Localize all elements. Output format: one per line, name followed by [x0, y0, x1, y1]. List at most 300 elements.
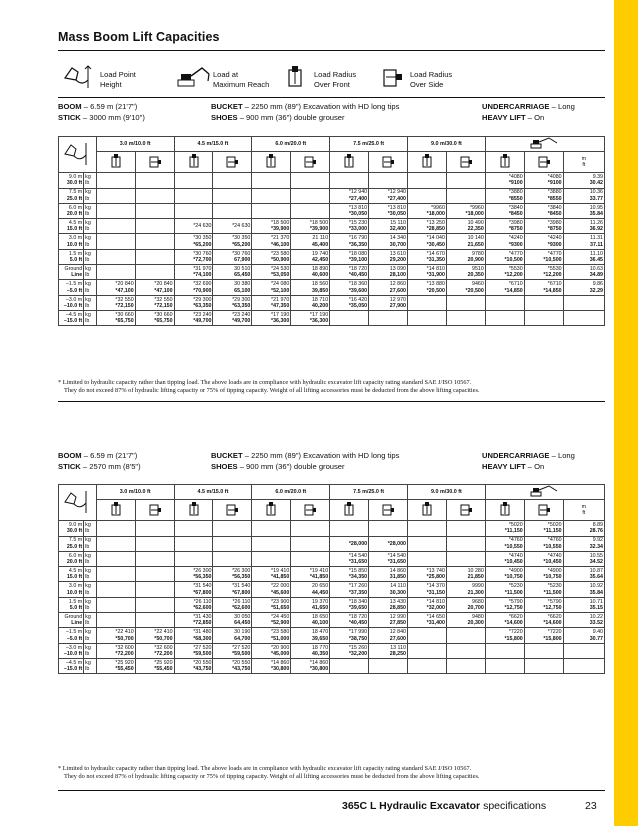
load-radius-over-front-icon	[252, 152, 291, 173]
height-ft: 5.0 ft	[69, 256, 83, 263]
capacity-cell	[213, 219, 252, 234]
capacity-cell	[330, 295, 369, 310]
capacity-lb: 44,450	[311, 589, 329, 596]
load-radius-over-front-icon	[174, 152, 213, 173]
capacity-cell	[446, 567, 485, 582]
capacity-cell	[135, 280, 174, 295]
capacity-cell	[524, 613, 563, 628]
unit-cell	[84, 188, 97, 203]
capacity-kg: *6710	[508, 281, 523, 288]
capacity-lb: *20,500	[465, 287, 484, 294]
load-point-height-icon	[62, 140, 92, 168]
capacity-cell	[369, 628, 408, 643]
lift-capacity-table-2	[58, 484, 605, 674]
capacity-lb: *65,200	[193, 241, 212, 248]
capacity-kg: *6620	[508, 613, 523, 620]
capacity-kg: *32 550	[154, 296, 173, 303]
capacity-lb: *72,700	[193, 256, 212, 263]
capacity-cell	[446, 521, 485, 536]
capacity-cell	[369, 582, 408, 597]
capacity-cell	[291, 219, 330, 234]
capacity-cell	[524, 658, 563, 673]
capacity-cell	[485, 536, 524, 551]
capacity-cell	[369, 265, 408, 280]
load-point-height-cell	[59, 536, 84, 551]
height-m: 7.5 m	[68, 537, 83, 544]
capacity-lb: *10,500	[543, 256, 562, 263]
reach-ft: 30.77	[589, 635, 603, 642]
reach-ft: 35.64	[589, 574, 603, 581]
capacity-kg: *32 550	[115, 296, 134, 303]
capacity-cell	[330, 643, 369, 658]
table-row	[59, 567, 605, 582]
load-radius-over-side-icon	[446, 500, 485, 521]
reach-m: 9.86	[592, 281, 603, 288]
height-m: –1.5 m	[65, 281, 83, 288]
capacity-lb: *34,350	[348, 574, 368, 581]
capacity-lb: *10,750	[504, 574, 523, 581]
capacity-cell	[485, 567, 524, 582]
capacity-cell	[291, 597, 330, 612]
capacity-kg: *30 760	[232, 250, 251, 257]
capacity-cell	[485, 310, 524, 325]
capacity-kg: *23 900	[271, 598, 290, 605]
capacity-lb: *11,150	[504, 528, 523, 535]
capacity-cell	[485, 173, 524, 188]
capacity-kg: *32 600	[154, 644, 173, 651]
reach-ft: 33.52	[589, 620, 603, 627]
unit-lb: lb	[85, 543, 90, 550]
capacity-lb: *28,000	[387, 540, 406, 547]
capacity-cell	[408, 173, 447, 188]
unit-cell	[84, 628, 97, 643]
capacity-cell	[96, 280, 135, 295]
column-header-radius: 3.0 m/10.0 ft	[96, 485, 174, 500]
capacity-lb: *35,050	[348, 302, 368, 309]
capacity-cell	[252, 643, 291, 658]
capacity-cell	[213, 658, 252, 673]
load-point-height-icon	[62, 488, 92, 516]
capacity-cell	[446, 582, 485, 597]
capacity-lb: *32,200	[348, 650, 368, 657]
capacity-cell	[135, 582, 174, 597]
capacity-cell	[213, 280, 252, 295]
table-row	[59, 582, 605, 597]
capacity-lb: 22,350	[467, 226, 484, 233]
capacity-lb: 27,900	[389, 302, 406, 309]
capacity-cell	[485, 597, 524, 612]
reach-m: 11.10	[590, 250, 603, 257]
capacity-kg: *9960	[469, 204, 484, 211]
capacity-kg: 9480	[472, 613, 484, 620]
capacity-cell	[524, 173, 563, 188]
capacity-cell	[408, 536, 447, 551]
capacity-cell	[213, 551, 252, 566]
height-m: 1.5 m	[68, 250, 83, 257]
capacity-kg: *24 530	[271, 265, 290, 272]
capacity-kg: *30 760	[193, 250, 212, 257]
capacity-kg: *31 540	[232, 583, 251, 590]
capacity-cell	[446, 219, 485, 234]
height-m: –3.0 m	[65, 296, 83, 303]
capacity-kg: *18 720	[348, 613, 368, 620]
capacity-kg: *18 720	[348, 265, 368, 272]
capacity-kg: *17 190	[309, 311, 329, 318]
capacity-lb: *8750	[547, 226, 562, 233]
height-ft: Line	[71, 620, 83, 627]
capacity-cell	[291, 521, 330, 536]
capacity-lb: *52,900	[271, 620, 290, 627]
capacity-cell	[291, 234, 330, 249]
capacity-lb: *33,000	[348, 226, 368, 233]
capacity-kg: *3840	[508, 204, 523, 211]
capacity-lb: *10,500	[504, 256, 523, 263]
capacity-cell	[446, 643, 485, 658]
capacity-cell	[485, 219, 524, 234]
capacity-cell	[369, 280, 408, 295]
capacity-lb: 45,400	[311, 241, 329, 248]
capacity-kg: *5230	[547, 583, 562, 590]
load-point-height-cell	[59, 234, 84, 249]
capacity-kg: *5790	[547, 598, 562, 605]
unit-kg: kg	[85, 265, 91, 272]
reach-m: 10.55	[589, 552, 603, 559]
capacity-cell	[135, 234, 174, 249]
capacity-kg: 9680	[472, 598, 484, 605]
reach-ft: 34.52	[589, 559, 603, 566]
header-row	[59, 137, 605, 152]
capacity-lb: *62,600	[193, 604, 212, 611]
capacity-kg: 30 050	[234, 613, 251, 620]
capacity-cell	[408, 582, 447, 597]
capacity-lb: 32,400	[389, 226, 406, 233]
capacity-kg: *12 940	[348, 189, 368, 196]
capacity-lb: *72,200	[154, 650, 173, 657]
load-radius-over-side-icon	[291, 500, 330, 521]
capacity-lb: *36,350	[348, 241, 368, 248]
max-reach-cell	[563, 658, 604, 673]
unit-cell	[84, 173, 97, 188]
unit-lb: lb	[85, 650, 90, 657]
capacity-cell	[330, 188, 369, 203]
capacity-kg: *4740	[508, 552, 523, 559]
capacity-cell	[524, 536, 563, 551]
capacity-cell	[135, 265, 174, 280]
capacity-cell	[485, 188, 524, 203]
capacity-kg: *20 900	[271, 644, 290, 651]
load-radius-over-front-icon	[174, 500, 213, 521]
capacity-cell	[96, 643, 135, 658]
load-point-height-cell	[59, 249, 84, 264]
capacity-kg: *7220	[508, 629, 523, 636]
unit-m: m	[581, 504, 587, 510]
height-m: 6.0 m	[68, 204, 83, 211]
max-reach-cell	[563, 536, 604, 551]
capacity-lb: *10,550	[504, 543, 523, 550]
capacity-lb: *31,650	[348, 559, 368, 566]
capacity-kg: 18 560	[311, 281, 329, 288]
capacity-kg: *22 410	[154, 629, 173, 636]
load-point-height-cell	[59, 643, 84, 658]
height-ft: –10.0 ft	[63, 302, 83, 309]
height-ft: 20.0 ft	[66, 211, 83, 218]
capacity-lb: *65,750	[154, 318, 173, 325]
page-number: 23	[585, 800, 597, 812]
capacity-lb: *63,350	[232, 302, 251, 309]
table-row	[59, 295, 605, 310]
capacity-lb: *14,600	[543, 620, 562, 627]
capacity-kg: 13 610	[389, 250, 406, 257]
capacity-lb: 28,250	[389, 650, 406, 657]
capacity-lb: *41,850	[271, 574, 290, 581]
load-point-height-cell	[59, 203, 84, 218]
capacity-cell	[135, 597, 174, 612]
capacity-kg: 10 140	[467, 235, 484, 242]
unit-kg: kg	[85, 522, 91, 529]
capacity-lb: *67,800	[232, 589, 251, 596]
capacity-cell	[213, 567, 252, 582]
table-row	[59, 249, 605, 264]
capacity-cell	[252, 658, 291, 673]
load-point-height-cell	[59, 310, 84, 325]
max-reach-cell	[563, 295, 604, 310]
capacity-cell	[369, 658, 408, 673]
max-reach-cell	[563, 582, 604, 597]
capacity-lb: *39,600	[348, 287, 368, 294]
unit-cell	[84, 280, 97, 295]
footer-rule	[58, 790, 605, 791]
capacity-lb: 39,850	[311, 287, 329, 294]
reach-m: 10.92	[589, 583, 603, 590]
legend-load-radius-over-side: Load Radius Over Side	[410, 70, 453, 89]
capacity-cell	[408, 280, 447, 295]
capacity-kg: *24 450	[271, 613, 290, 620]
unit-cell	[84, 597, 97, 612]
capacity-cell	[446, 234, 485, 249]
capacity-cell	[135, 203, 174, 218]
capacity-cell	[524, 280, 563, 295]
height-ft: –15.0 ft	[63, 318, 83, 325]
capacity-lb: *47,100	[115, 287, 134, 294]
capacity-cell	[330, 280, 369, 295]
table-row	[59, 658, 605, 673]
max-reach-header	[485, 485, 604, 500]
capacity-cell	[135, 521, 174, 536]
capacity-cell	[369, 219, 408, 234]
capacity-cell	[524, 597, 563, 612]
capacity-lb: *31,150	[426, 589, 445, 596]
capacity-cell	[96, 613, 135, 628]
yellow-edge-bar	[614, 0, 638, 826]
unit-lb: lb	[85, 574, 90, 581]
height-m: –1.5 m	[65, 629, 83, 636]
capacity-cell	[135, 310, 174, 325]
capacity-lb: 27,850	[389, 620, 406, 627]
capacity-lb: 20,300	[467, 620, 484, 627]
capacity-kg: *13 810	[348, 204, 368, 211]
capacity-lb: 64,450	[234, 620, 251, 627]
reach-m: 11.31	[590, 235, 603, 242]
capacity-kg: *23 580	[271, 629, 290, 636]
capacity-kg: *31 540	[193, 583, 212, 590]
capacity-lb: *67,800	[193, 589, 212, 596]
load-radius-over-side-icon	[135, 152, 174, 173]
capacity-cell	[408, 643, 447, 658]
capacity-kg: *14 810	[426, 265, 445, 272]
capacity-lb: *14,850	[543, 287, 562, 294]
capacity-cell	[369, 536, 408, 551]
capacity-kg: 9460	[472, 281, 484, 288]
capacity-kg: *18 500	[271, 220, 290, 227]
capacity-kg: *24 630	[193, 223, 212, 230]
capacity-cell	[330, 310, 369, 325]
capacity-kg: *3840	[547, 204, 562, 211]
capacity-cell	[485, 551, 524, 566]
capacity-kg: *5530	[508, 265, 523, 272]
max-reach-cell	[563, 628, 604, 643]
capacity-lb: *8450	[547, 211, 562, 218]
capacity-kg: *3880	[547, 189, 562, 196]
capacity-cell	[174, 582, 213, 597]
capacity-kg: *23 240	[193, 311, 212, 318]
unit-lb: lb	[85, 666, 90, 673]
capacity-kg: 15 110	[390, 220, 406, 227]
max-reach-cell	[563, 173, 604, 188]
reach-m: 10.36	[589, 189, 603, 196]
capacity-lb: *72,850	[193, 620, 212, 627]
unit-lb: lb	[85, 241, 90, 248]
capacity-lb: *55,450	[115, 666, 134, 673]
unit-kg: kg	[85, 583, 91, 590]
header-row	[59, 485, 605, 500]
max-reach-cell	[563, 551, 604, 566]
capacity-cell	[252, 295, 291, 310]
capacity-cell	[446, 658, 485, 673]
max-reach-cell	[563, 310, 604, 325]
capacity-lb: *43,750	[232, 666, 251, 673]
unit-cell	[84, 265, 97, 280]
unit-kg: kg	[85, 204, 91, 211]
capacity-cell	[408, 188, 447, 203]
capacity-cell	[174, 173, 213, 188]
capacity-kg: *13 740	[426, 568, 445, 575]
height-m: 7.5 m	[68, 189, 83, 196]
capacity-cell	[485, 280, 524, 295]
capacity-kg: *22 410	[115, 629, 134, 636]
capacity-lb: *51,000	[271, 635, 290, 642]
capacity-lb: *14,600	[504, 620, 523, 627]
capacity-kg: *32 600	[115, 644, 134, 651]
load-point-height-cell	[59, 567, 84, 582]
capacity-kg: *25 920	[115, 659, 134, 666]
column-header-radius: 4.5 m/15.0 ft	[174, 137, 252, 152]
capacity-lb: *15,800	[543, 635, 562, 642]
capacity-cell	[96, 551, 135, 566]
capacity-lb: *50,700	[154, 635, 173, 642]
column-header-radius: 9.0 m/30.0 ft	[408, 137, 486, 152]
capacity-kg: 13 110	[390, 644, 406, 651]
capacity-kg: 18 710	[311, 296, 329, 303]
capacity-lb: *9100	[547, 180, 562, 187]
capacity-lb: *12,200	[543, 272, 562, 279]
unit-header	[563, 152, 604, 173]
capacity-cell	[291, 188, 330, 203]
capacity-kg: *20 550	[232, 659, 251, 666]
capacity-cell	[252, 173, 291, 188]
capacity-cell	[485, 295, 524, 310]
capacity-kg: *4080	[508, 174, 523, 181]
reach-m: 10.22	[589, 613, 603, 620]
capacity-cell	[524, 295, 563, 310]
capacity-kg: *9960	[431, 204, 445, 211]
unit-lb: lb	[85, 302, 90, 309]
reach-m: 9.92	[592, 537, 603, 544]
capacity-lb: *18,000	[465, 211, 484, 218]
capacity-cell	[135, 567, 174, 582]
capacity-cell	[96, 219, 135, 234]
capacity-lb: 65,100	[234, 287, 251, 294]
unit-cell	[84, 521, 97, 536]
reach-ft: 34.89	[589, 272, 603, 279]
height-ft: 10.0 ft	[66, 241, 83, 248]
capacity-kg: 20 650	[311, 583, 329, 590]
height-m: 4.5 m	[68, 220, 83, 227]
capacity-lb: *31,350	[426, 256, 445, 263]
capacity-kg: *4770	[508, 250, 523, 257]
reach-m: 11.26	[590, 220, 603, 227]
load-at-maximum-reach-icon	[176, 64, 212, 95]
capacity-lb: 27,600	[389, 287, 406, 294]
capacity-lb: *15,800	[504, 635, 523, 642]
capacity-cell	[524, 567, 563, 582]
capacity-kg: *4740	[547, 552, 562, 559]
capacity-cell	[369, 310, 408, 325]
reach-ft: 32.29	[589, 287, 603, 294]
capacity-lb: *52,100	[271, 287, 290, 294]
capacity-cell	[408, 551, 447, 566]
capacity-cell	[213, 265, 252, 280]
column-header-radius: 9.0 m/30.0 ft	[408, 485, 486, 500]
capacity-cell	[174, 280, 213, 295]
capacity-cell	[96, 521, 135, 536]
max-reach-cell	[563, 521, 604, 536]
unit-lb: lb	[85, 528, 90, 535]
capacity-lb: 21,650	[467, 241, 484, 248]
max-reach-cell	[563, 249, 604, 264]
unit-kg: kg	[85, 598, 91, 605]
height-m: 3.0 m	[68, 583, 83, 590]
capacity-cell	[213, 628, 252, 643]
capacity-lb: *59,500	[193, 650, 212, 657]
capacity-kg: *20 840	[115, 281, 134, 288]
capacity-kg: *17 260	[348, 583, 368, 590]
load-radius-over-front-icon	[330, 500, 369, 521]
capacity-lb: 64,700	[234, 635, 251, 642]
capacity-lb: 20,700	[467, 604, 484, 611]
footnote-2: * Limited to hydraulic capacity rather than tipping load. The above loads are in compliance with hydraulic excavator lift capacity rating standard SAE J/ISO 10567. They do not exceed 87% of hydraulic lifting capacity or 75% of tipping capacity. Weight of all lifting accessories must be deducted from the above lifting capacities.	[58, 765, 480, 780]
height-m: Ground	[64, 265, 83, 272]
load-radius-over-front-icon	[284, 64, 306, 95]
capacity-cell	[96, 249, 135, 264]
capacity-cell	[252, 628, 291, 643]
capacity-kg: *18 360	[348, 281, 368, 288]
capacity-kg: 13 090	[389, 265, 406, 272]
capacity-cell	[96, 188, 135, 203]
load-point-height-cell	[59, 219, 84, 234]
max-reach-cell	[563, 643, 604, 658]
capacity-lb: *55,450	[154, 666, 173, 673]
capacity-cell	[174, 597, 213, 612]
